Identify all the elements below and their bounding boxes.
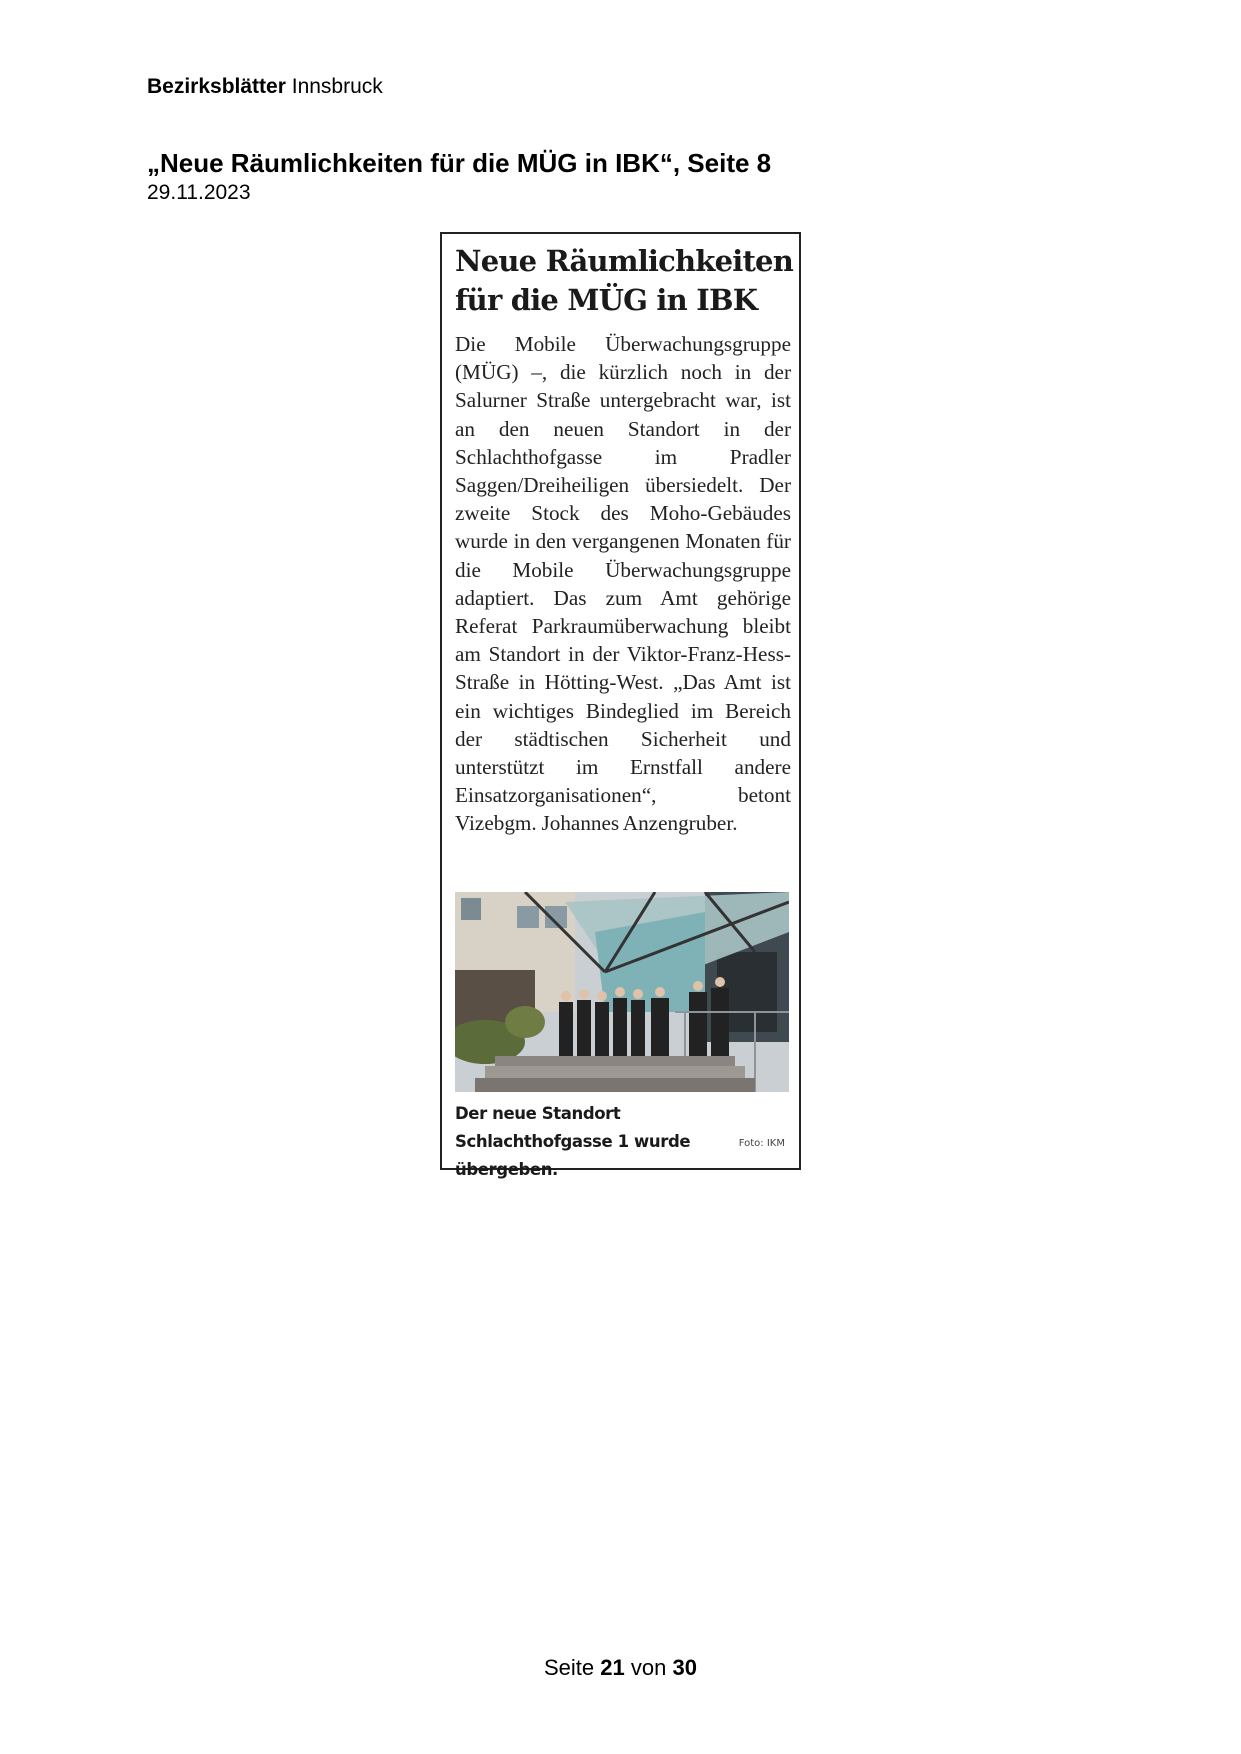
article-reference: „Neue Räumlichkeiten für die MÜG in IBK“, Seite 8 [147, 148, 772, 178]
publication-name: Bezirksblätter [147, 75, 286, 98]
page-label: Seite [544, 1655, 595, 1680]
photo-credit: Foto: IKM [738, 1138, 785, 1149]
publication-region: Innsbruck [291, 75, 383, 98]
page-number-footer [0, 1655, 1241, 1681]
building-photo [455, 892, 789, 1092]
page-separator: von [630, 1655, 667, 1680]
publication-header [147, 74, 383, 100]
total-pages: 30 [672, 1655, 697, 1680]
clipping-body: Die Mobile Überwachungsgruppe (MÜG) –, die kürzlich noch in der Salurner Straße untergebracht war, ist an den neuen Standort in der Schlachthofgasse im Pradler Saggen/Dreiheiligen übersiedelt. Der zweite Stock des Moho-Gebäudes wurde in den vergangenen Monaten für die Mobile Überwachungsgruppe adaptiert. Das zum Amt gehörige Referat Parkraumüberwachung bleibt am Standort in der Viktor-Franz-Hess-Straße in Hötting-West. „Das Amt ist ein wichtiges Bindeglied im Bereich der städtischen Sicherheit und unterstützt im Ernstfall andere Einsatzorganisationen“, betont Vizebgm. Johannes Anzengruber. [455, 332, 791, 836]
current-page: 21 [600, 1655, 625, 1680]
newspaper-clipping [440, 232, 801, 1179]
photo-caption: Der neue Standort Schlachthofgasse 1 wurde übergeben. [455, 1104, 691, 1179]
article-date: 29.11.2023 [147, 181, 251, 204]
clipping-headline: Neue Räumlichkeiten für die MÜG in IBK [455, 244, 793, 317]
